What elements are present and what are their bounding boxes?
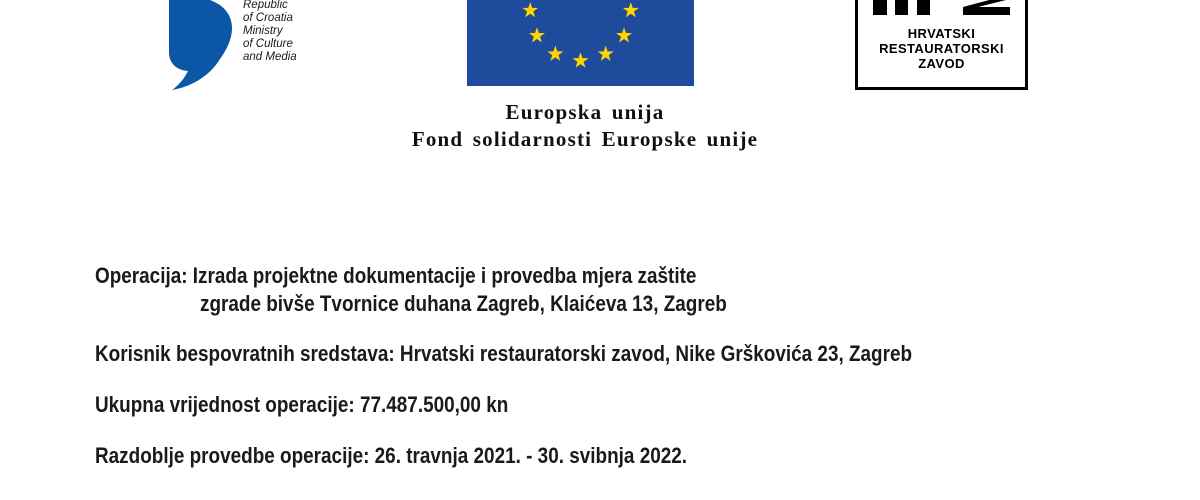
- beneficiary-line: Korisnik bespovratnih sredstava: Hrvatski restauratorski zavod, Nike Grškovića 23, Zagreb: [95, 341, 913, 366]
- eu-caption-line2: Fond solidarnosti Europske unije: [411, 127, 759, 151]
- operation-title-line1: Operacija: Izrada projektne dokumentacije i provedba mjera zaštite: [95, 263, 697, 288]
- operation-title-line2: zgrade bivše Tvornice duhana Zagreb, Klaićeva 13, Zagreb: [200, 291, 727, 316]
- hrz-acronym-icon: [858, 0, 1025, 17]
- ministry-line: and Media: [243, 51, 297, 63]
- period-line: Razdoblje provedbe operacije: 26. travnja 2021. - 30. svibnja 2022.: [95, 443, 688, 468]
- eu-caption-line1: Europska unija: [505, 100, 665, 124]
- croatia-comma-logo-icon: [166, 0, 236, 92]
- hrz-name-line: ZAVOD: [918, 56, 965, 71]
- ministry-line: Republic: [243, 0, 288, 11]
- total-value-line: Ukupna vrijednost operacije: 77.487.500,00 kn: [95, 392, 509, 417]
- hrz-name-line: HRVATSKI: [907, 26, 976, 41]
- eu-flag-icon: [467, 0, 694, 86]
- eu-caption: [340, 99, 830, 153]
- hrz-name: [858, 26, 1025, 71]
- croatia-ministry-label: [243, 0, 297, 64]
- ministry-line: Ministry: [243, 25, 283, 37]
- ministry-line: of Croatia: [243, 12, 293, 24]
- hrz-name-line: RESTAURATORSKI: [879, 41, 1004, 56]
- hrz-logo-box: [855, 0, 1028, 90]
- ministry-line: of Culture: [243, 38, 293, 50]
